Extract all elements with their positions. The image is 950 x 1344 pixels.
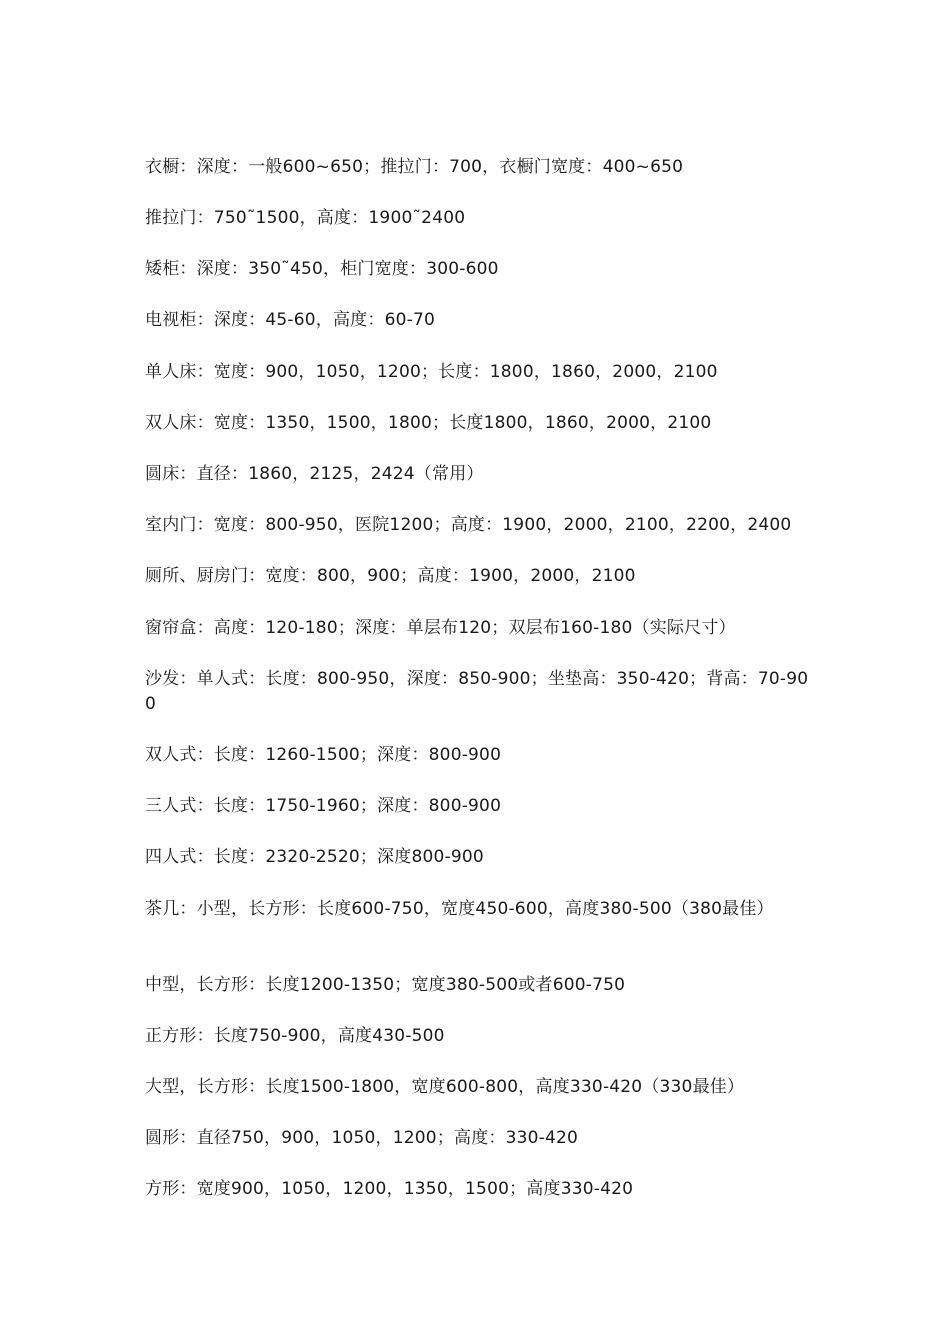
text-line-low-cabinet: 矮柜：深度：350˜450，柜门宽度：300-600 (145, 259, 499, 279)
text-line-tea-table-medium: 中型，长方形：长度1200-1350；宽度380-500或者600-750 (145, 975, 626, 995)
text-line-wardrobe: 衣橱：深度：一般600~650；推拉门：700，衣橱门宽度：400~650 (145, 157, 684, 177)
text-line-tea-table-small: 茶几：小型，长方形：长度600-750，宽度450-600，高度380-500（380最佳） (145, 899, 774, 919)
text-line-single-bed: 单人床：宽度：900，1050，1200；长度：1800，1860，2000，2100 (145, 362, 718, 382)
text-line-sofa-triple: 三人式：长度：1750-1960；深度：800-900 (145, 796, 502, 816)
text-line-round-bed: 圆床：直径：1860，2125，2424（常用） (145, 464, 484, 484)
text-line-double-bed: 双人床：宽度：1350，1500，1800；长度1800，1860，2000，2100 (145, 413, 712, 433)
text-line-sofa-single: 沙发：单人式：长度：800-950，深度：850-900；坐垫高：350-420；背高：70-900 (145, 669, 809, 714)
text-line-sliding-door: 推拉门：750˜1500，高度：1900˜2400 (145, 208, 466, 228)
text-line-curtain-box: 窗帘盒：高度：120-180；深度：单层布120；双层布160-180（实际尺寸） (145, 618, 736, 638)
text-line-tv-cabinet: 电视柜：深度：45-60，高度：60-70 (145, 310, 435, 330)
text-line-tea-table-round: 圆形：直径750，900，1050，1200；高度：330-420 (145, 1128, 579, 1148)
text-line-interior-door: 室内门：宽度：800-950，医院1200；高度：1900，2000，2100，2200，2400 (145, 515, 792, 535)
text-line-tea-table-large: 大型，长方形：长度1500-1800，宽度600-800，高度330-420（330最佳） (145, 1077, 745, 1097)
text-line-sofa-quad: 四人式：长度：2320-2520；深度800-900 (145, 847, 484, 867)
text-line-sofa-double: 双人式：长度：1260-1500；深度：800-900 (145, 745, 502, 765)
text-line-tea-table-square: 正方形：长度750-900，高度430-500 (145, 1026, 445, 1046)
text-line-toilet-kitchen-door: 厕所、厨房门：宽度：800，900；高度：1900，2000，2100 (145, 566, 636, 586)
text-line-tea-table-square-large: 方形：宽度900，1050，1200，1350，1500；高度330-420 (145, 1179, 634, 1199)
